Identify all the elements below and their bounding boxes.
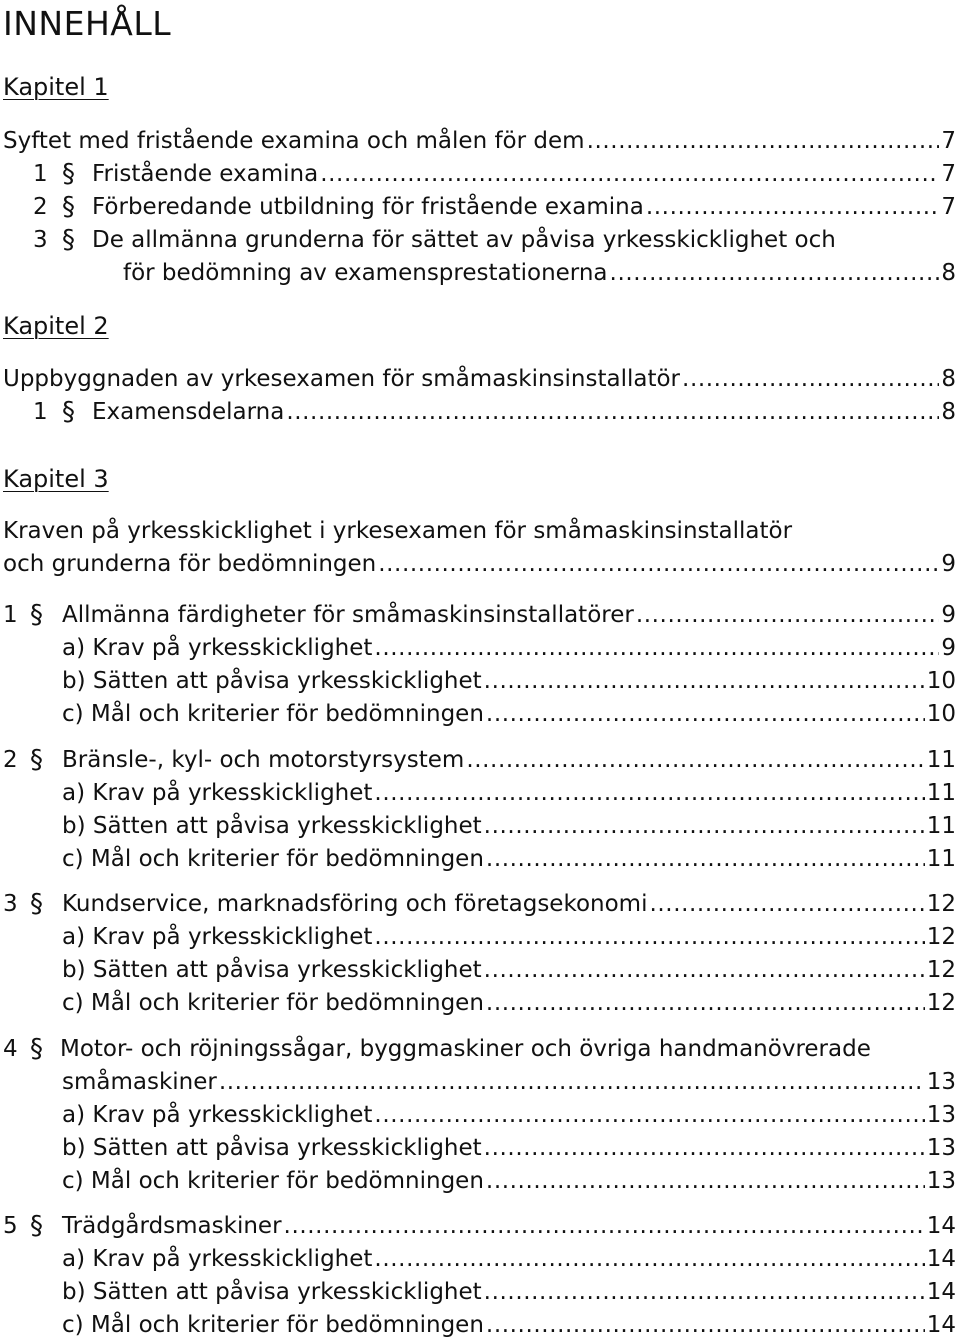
toc-entry[interactable] [0, 633, 956, 663]
leader-dots [320, 159, 939, 189]
toc-entry-label: c) Mål och kriterier för bedömningen [62, 990, 484, 1016]
leader-dots [636, 600, 940, 630]
leader-dots [486, 699, 925, 729]
leader-dots [486, 1310, 925, 1340]
leader-dots [466, 745, 924, 775]
toc-page-number: 9 [941, 635, 956, 661]
toc-entry-label: b) Sätten att påvisa yrkesskicklighet [62, 813, 482, 839]
toc-entry-label: a) Krav på yrkesskicklighet [62, 1246, 373, 1272]
toc-page-number: 10 [926, 668, 956, 694]
toc-entry-label: De allmänna grunderna för sättet av påvisa yrkesskicklighet och [92, 227, 836, 253]
toc-entry-label: b) Sätten att påvisa yrkesskicklighet [62, 668, 482, 694]
toc-page-number: 7 [941, 128, 956, 154]
toc-entry-label: Förberedande utbildning för fristående examina [92, 194, 644, 220]
toc-entry-label: Kraven på yrkesskicklighet i yrkesexamen för småmaskinsinstallatör [3, 518, 793, 544]
toc-page-number: 13 [926, 1135, 956, 1161]
leader-dots [484, 666, 925, 696]
leader-dots [486, 988, 925, 1018]
toc-entry[interactable] [0, 397, 956, 427]
leader-dots [219, 1067, 925, 1097]
chapter-heading-1[interactable]: Kapitel 1 [3, 73, 109, 101]
leader-dots [484, 1133, 925, 1163]
section-symbol-icon: § [62, 397, 75, 427]
toc-page-number: 9 [941, 602, 956, 628]
toc-entry[interactable] [0, 192, 956, 222]
leader-dots [484, 811, 925, 841]
toc-entry-label: småmaskiner [62, 1069, 217, 1095]
leader-dots [649, 889, 924, 919]
toc-entry-label: Kundservice, marknadsföring och företagsekonomi [62, 891, 648, 917]
toc-entry-label: Syftet med fristående examina och målen för dem [3, 128, 585, 154]
toc-entry[interactable] [0, 778, 956, 808]
leader-dots [486, 1166, 925, 1196]
toc-entry-label: Trädgårdsmaskiner [62, 1213, 282, 1239]
toc-entry-label: a) Krav på yrkesskicklighet [62, 924, 373, 950]
toc-entry-label: för bedömning av examensprestationerna [123, 260, 608, 286]
section-number: 4 [3, 1036, 18, 1062]
toc-entry-label: c) Mål och kriterier för bedömningen [62, 1168, 484, 1194]
toc-page-number: 8 [941, 260, 956, 286]
toc-entry-label: Fristående examina [92, 161, 319, 187]
toc-entry[interactable] [0, 1067, 956, 1097]
leader-dots [484, 955, 925, 985]
toc-page-number: 13 [926, 1069, 956, 1095]
toc-entry[interactable] [0, 600, 956, 630]
toc-page-number: 14 [926, 1279, 956, 1305]
toc-entry-label: och grunderna för bedömningen [3, 551, 377, 577]
toc-entry[interactable] [0, 1034, 956, 1064]
toc-page-number: 7 [941, 194, 956, 220]
toc-entry-label: Bränsle-, kyl- och motorstyrsystem [62, 747, 465, 773]
section-symbol-icon: § [30, 1034, 43, 1064]
leader-dots [374, 1244, 924, 1274]
toc-entry-label: a) Krav på yrkesskicklighet [62, 780, 373, 806]
section-symbol-icon: § [30, 745, 43, 775]
toc-entry-label: c) Mål och kriterier för bedömningen [62, 1312, 484, 1338]
toc-page-number: 11 [926, 780, 956, 806]
toc-page-number: 13 [926, 1168, 956, 1194]
leader-dots [374, 1100, 924, 1130]
toc-entry[interactable] [0, 516, 956, 546]
toc-entry[interactable] [0, 364, 956, 394]
leader-dots [484, 1277, 925, 1307]
leader-dots [486, 844, 925, 874]
section-symbol-icon: § [62, 225, 75, 255]
chapter-heading-3[interactable]: Kapitel 3 [3, 465, 109, 493]
toc-entry-label: c) Mål och kriterier för bedömningen [62, 701, 484, 727]
toc-entry[interactable] [0, 1244, 956, 1274]
toc-entry-label: Motor- och röjningssågar, byggmaskiner och övriga handmanövrerade [60, 1036, 871, 1062]
toc-entry-label: Allmänna färdigheter för småmaskinsinstallatörer [62, 602, 634, 628]
toc-entry-label: Examensdelarna [92, 399, 285, 425]
toc-page-number: 7 [941, 161, 956, 187]
toc-entry[interactable] [0, 889, 956, 919]
leader-dots [286, 397, 939, 427]
toc-page-number: 14 [926, 1213, 956, 1239]
toc-page-number: 12 [926, 957, 956, 983]
toc-page-number: 11 [926, 813, 956, 839]
toc-entry[interactable] [0, 955, 956, 985]
section-symbol-icon: § [30, 1211, 43, 1241]
leader-dots [587, 126, 940, 156]
toc-entry-label: a) Krav på yrkesskicklighet [62, 635, 373, 661]
leader-dots [374, 922, 924, 952]
toc-page-number: 9 [941, 551, 956, 577]
toc-entry-label: b) Sätten att påvisa yrkesskicklighet [62, 957, 482, 983]
toc-entry[interactable] [0, 988, 956, 1018]
section-number: 1 [33, 161, 48, 187]
toc-page-number: 14 [926, 1246, 956, 1272]
section-number: 2 [33, 194, 48, 220]
section-number: 1 [33, 399, 48, 425]
section-number: 1 [3, 602, 18, 628]
toc-page-number: 11 [926, 747, 956, 773]
toc-page-number: 8 [941, 399, 956, 425]
toc-entry[interactable] [0, 225, 956, 255]
leader-dots [682, 364, 939, 394]
toc-entry-label: a) Krav på yrkesskicklighet [62, 1102, 373, 1128]
toc-entry[interactable] [0, 922, 956, 952]
toc-entry-label: b) Sätten att påvisa yrkesskicklighet [62, 1135, 482, 1161]
section-symbol-icon: § [62, 192, 75, 222]
leader-dots [374, 778, 924, 808]
toc-entry[interactable] [0, 745, 956, 775]
leader-dots [646, 192, 940, 222]
toc-entry[interactable] [0, 1211, 956, 1241]
leader-dots [284, 1211, 925, 1241]
section-number: 3 [3, 891, 18, 917]
toc-entry[interactable] [0, 1277, 956, 1307]
toc-entry[interactable] [0, 126, 956, 156]
leader-dots [610, 258, 940, 288]
toc-entry[interactable] [0, 258, 956, 288]
section-number: 5 [3, 1213, 18, 1239]
toc-page-number: 8 [941, 366, 956, 392]
toc-entry[interactable] [0, 1100, 956, 1130]
chapter-heading-2[interactable]: Kapitel 2 [3, 312, 109, 340]
section-number: 3 [33, 227, 48, 253]
toc-page-number: 12 [926, 891, 956, 917]
page-title: INNEHÅLL [3, 4, 172, 43]
toc-entry[interactable] [0, 549, 956, 579]
toc-entry[interactable] [0, 666, 956, 696]
leader-dots [378, 549, 939, 579]
leader-dots [374, 633, 939, 663]
toc-page-number: 14 [926, 1312, 956, 1338]
toc-page-number: 12 [926, 924, 956, 950]
section-symbol-icon: § [30, 889, 43, 919]
toc-page-number: 12 [926, 990, 956, 1016]
section-number: 2 [3, 747, 18, 773]
toc-entry[interactable] [0, 1166, 956, 1196]
toc-entry[interactable] [0, 1133, 956, 1163]
toc-entry-label: c) Mål och kriterier för bedömningen [62, 846, 484, 872]
toc-entry[interactable] [0, 159, 956, 189]
toc-entry[interactable] [0, 811, 956, 841]
toc-page-number: 13 [926, 1102, 956, 1128]
toc-entry[interactable] [0, 699, 956, 729]
toc-entry[interactable] [0, 1310, 956, 1340]
toc-entry-label: Uppbyggnaden av yrkesexamen för småmaskinsinstallatör [3, 366, 681, 392]
toc-entry[interactable] [0, 844, 956, 874]
toc-page-number: 10 [926, 701, 956, 727]
section-symbol-icon: § [30, 600, 43, 630]
toc-page-number: 11 [926, 846, 956, 872]
section-symbol-icon: § [62, 159, 75, 189]
toc-entry-label: b) Sätten att påvisa yrkesskicklighet [62, 1279, 482, 1305]
